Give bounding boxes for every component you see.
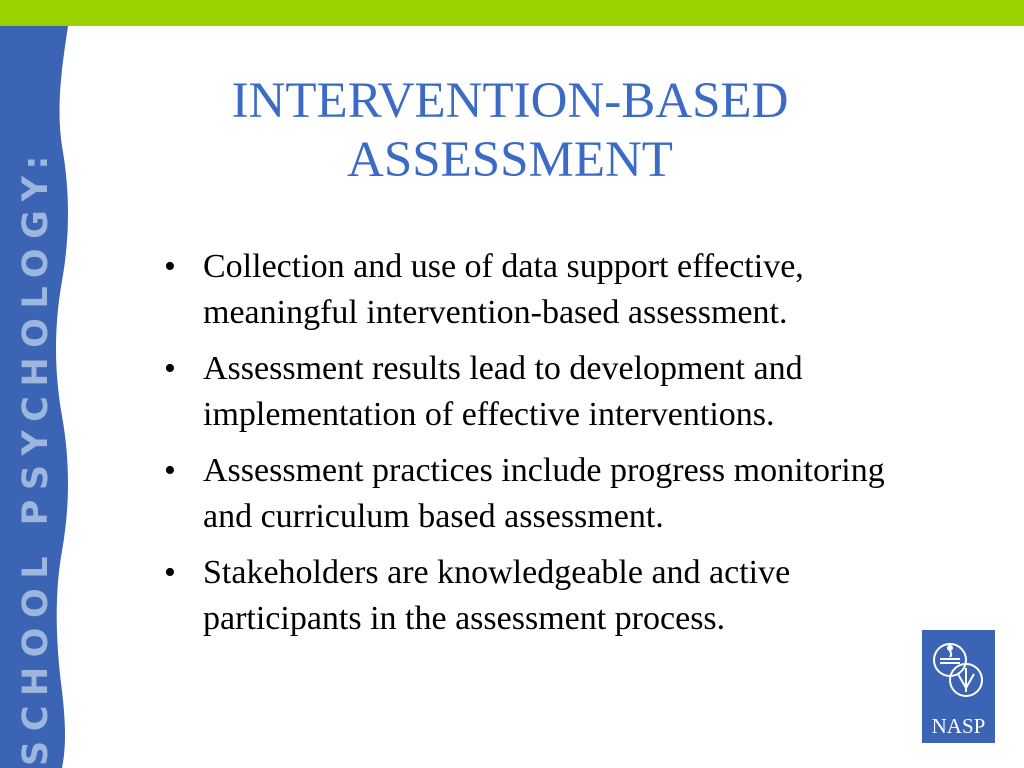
bullet-line: participants in the assessment process.: [203, 600, 726, 637]
nasp-emblem-icon: [922, 630, 995, 714]
logo-text: NASP: [931, 714, 986, 738]
bullet-item: [160, 550, 1016, 642]
bullet-dot: •: [164, 350, 176, 387]
top-accent-bar: [0, 0, 1024, 26]
bullet-item: [160, 244, 1016, 336]
bullet-line: Assessment results lead to development and: [203, 350, 803, 387]
bullet-line: implementation of effective interventions.: [203, 396, 775, 433]
nasp-logo: [922, 630, 995, 743]
bullet-dot: •: [164, 554, 176, 591]
bullet-item: [160, 346, 1016, 438]
side-band: [0, 26, 90, 768]
title-line-2: ASSESSMENT: [347, 132, 673, 188]
bullet-line: Assessment practices include progress monitoring: [203, 452, 885, 489]
slide-title: [160, 72, 860, 190]
bullet-dot: •: [164, 248, 176, 285]
bullet-line: meaningful intervention-based assessment.: [203, 294, 788, 331]
side-label-text: SCHOOL PSYCHOLOGY:: [16, 146, 56, 766]
bullet-line: Stakeholders are knowledgeable and active: [203, 554, 791, 591]
title-line-1: INTERVENTION-BASED: [231, 73, 789, 129]
bullet-item: [160, 448, 1016, 540]
bullet-dot: •: [164, 452, 176, 489]
bullet-list: [160, 244, 1016, 652]
bullet-line: Collection and use of data support effective,: [203, 248, 804, 285]
bullet-line: and curriculum based assessment.: [203, 498, 664, 535]
